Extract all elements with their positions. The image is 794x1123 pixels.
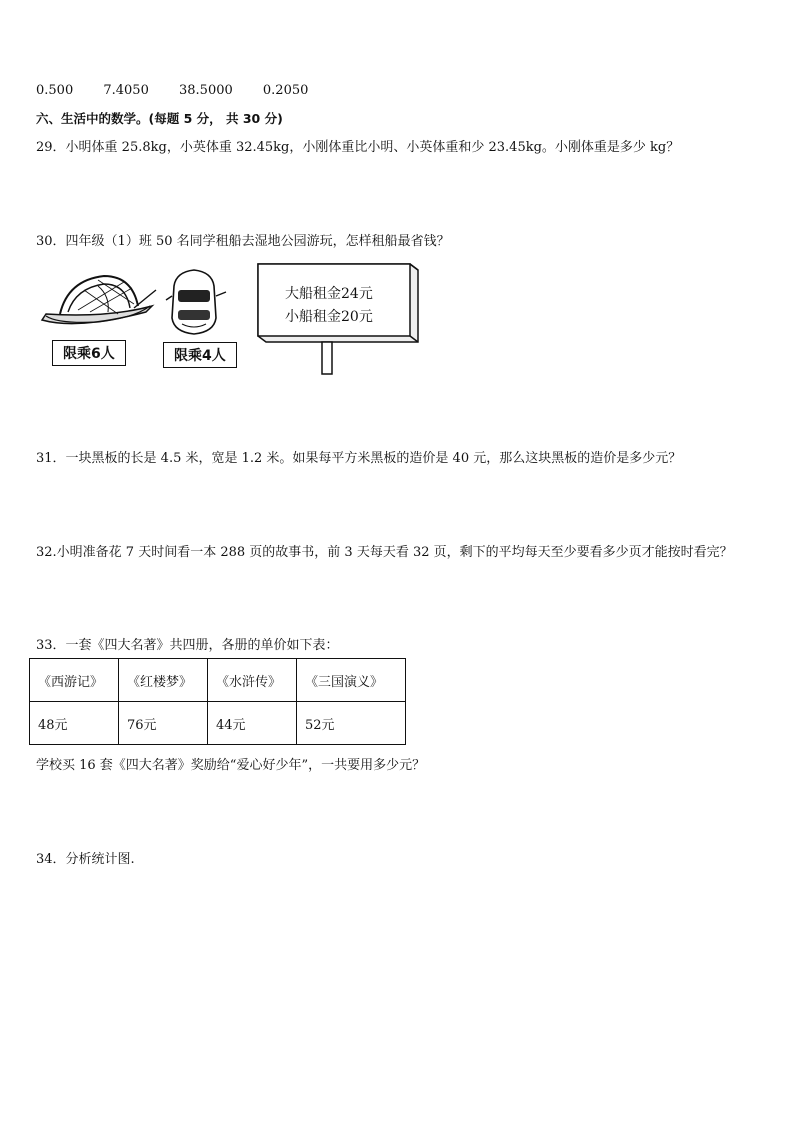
- table-header-cell: 《水浒传》: [208, 659, 297, 702]
- number-item: 0.500: [36, 83, 74, 98]
- table-cell: 52元: [297, 702, 406, 745]
- question-31: 31．一块黑板的长是 4.5 米，宽是 1.2 米。如果每平方米黑板的造价是 40 元，那么这块黑板的造价是多少元？: [36, 451, 682, 466]
- book-price-table: [29, 658, 406, 745]
- table-header-cell: 《西游记》: [30, 659, 119, 702]
- table-header-cell: 《三国演义》: [297, 659, 406, 702]
- question-30: 30．四年级（1）班 50 名同学租船去湿地公园游玩，怎样租船最省钱？: [36, 234, 450, 249]
- sign-text-small-boat: 小船租金20元: [285, 309, 373, 325]
- table-header-cell: 《红楼梦》: [119, 659, 208, 702]
- number-list: [36, 83, 334, 98]
- number-item: 0.2050: [262, 83, 309, 98]
- question-33-followup: 学校买 16 套《四大名著》奖励给“爱心好少年”，一共要用多少元？: [36, 758, 426, 773]
- section-heading: 六、生活中的数学。(每题 5 分， 共 30 分): [36, 111, 283, 126]
- table-cell: 44元: [208, 702, 297, 745]
- question-32: 32.小明准备花 7 天时间看一本 288 页的故事书，前 3 天每天看 32 页，剩下的平均每天至少要看多少页才能按时看完？: [36, 545, 733, 560]
- small-boat-capacity-label: 限乘4人: [163, 342, 237, 368]
- question-29: 29．小明体重 25.8kg，小英体重 32.45kg，小刚体重比小明、小英体重和少 23.45kg。小刚体重是多少 kg？: [36, 140, 680, 155]
- table-cell: 76元: [119, 702, 208, 745]
- question-33: 33．一套《四大名著》共四册，各册的单价如下表：: [36, 638, 339, 653]
- table-row: [30, 702, 406, 745]
- number-item: 38.5000: [179, 83, 233, 98]
- big-boat-illustration: [38, 268, 158, 336]
- big-boat-capacity-label: 限乘6人: [52, 340, 126, 366]
- question-34: 34．分析统计图.: [36, 852, 135, 867]
- sign-text-big-boat: 大船租金24元: [285, 286, 373, 302]
- small-boat-illustration: [164, 266, 228, 338]
- table-cell: 48元: [30, 702, 119, 745]
- table-header-row: [30, 659, 406, 702]
- number-item: 7.4050: [103, 83, 149, 98]
